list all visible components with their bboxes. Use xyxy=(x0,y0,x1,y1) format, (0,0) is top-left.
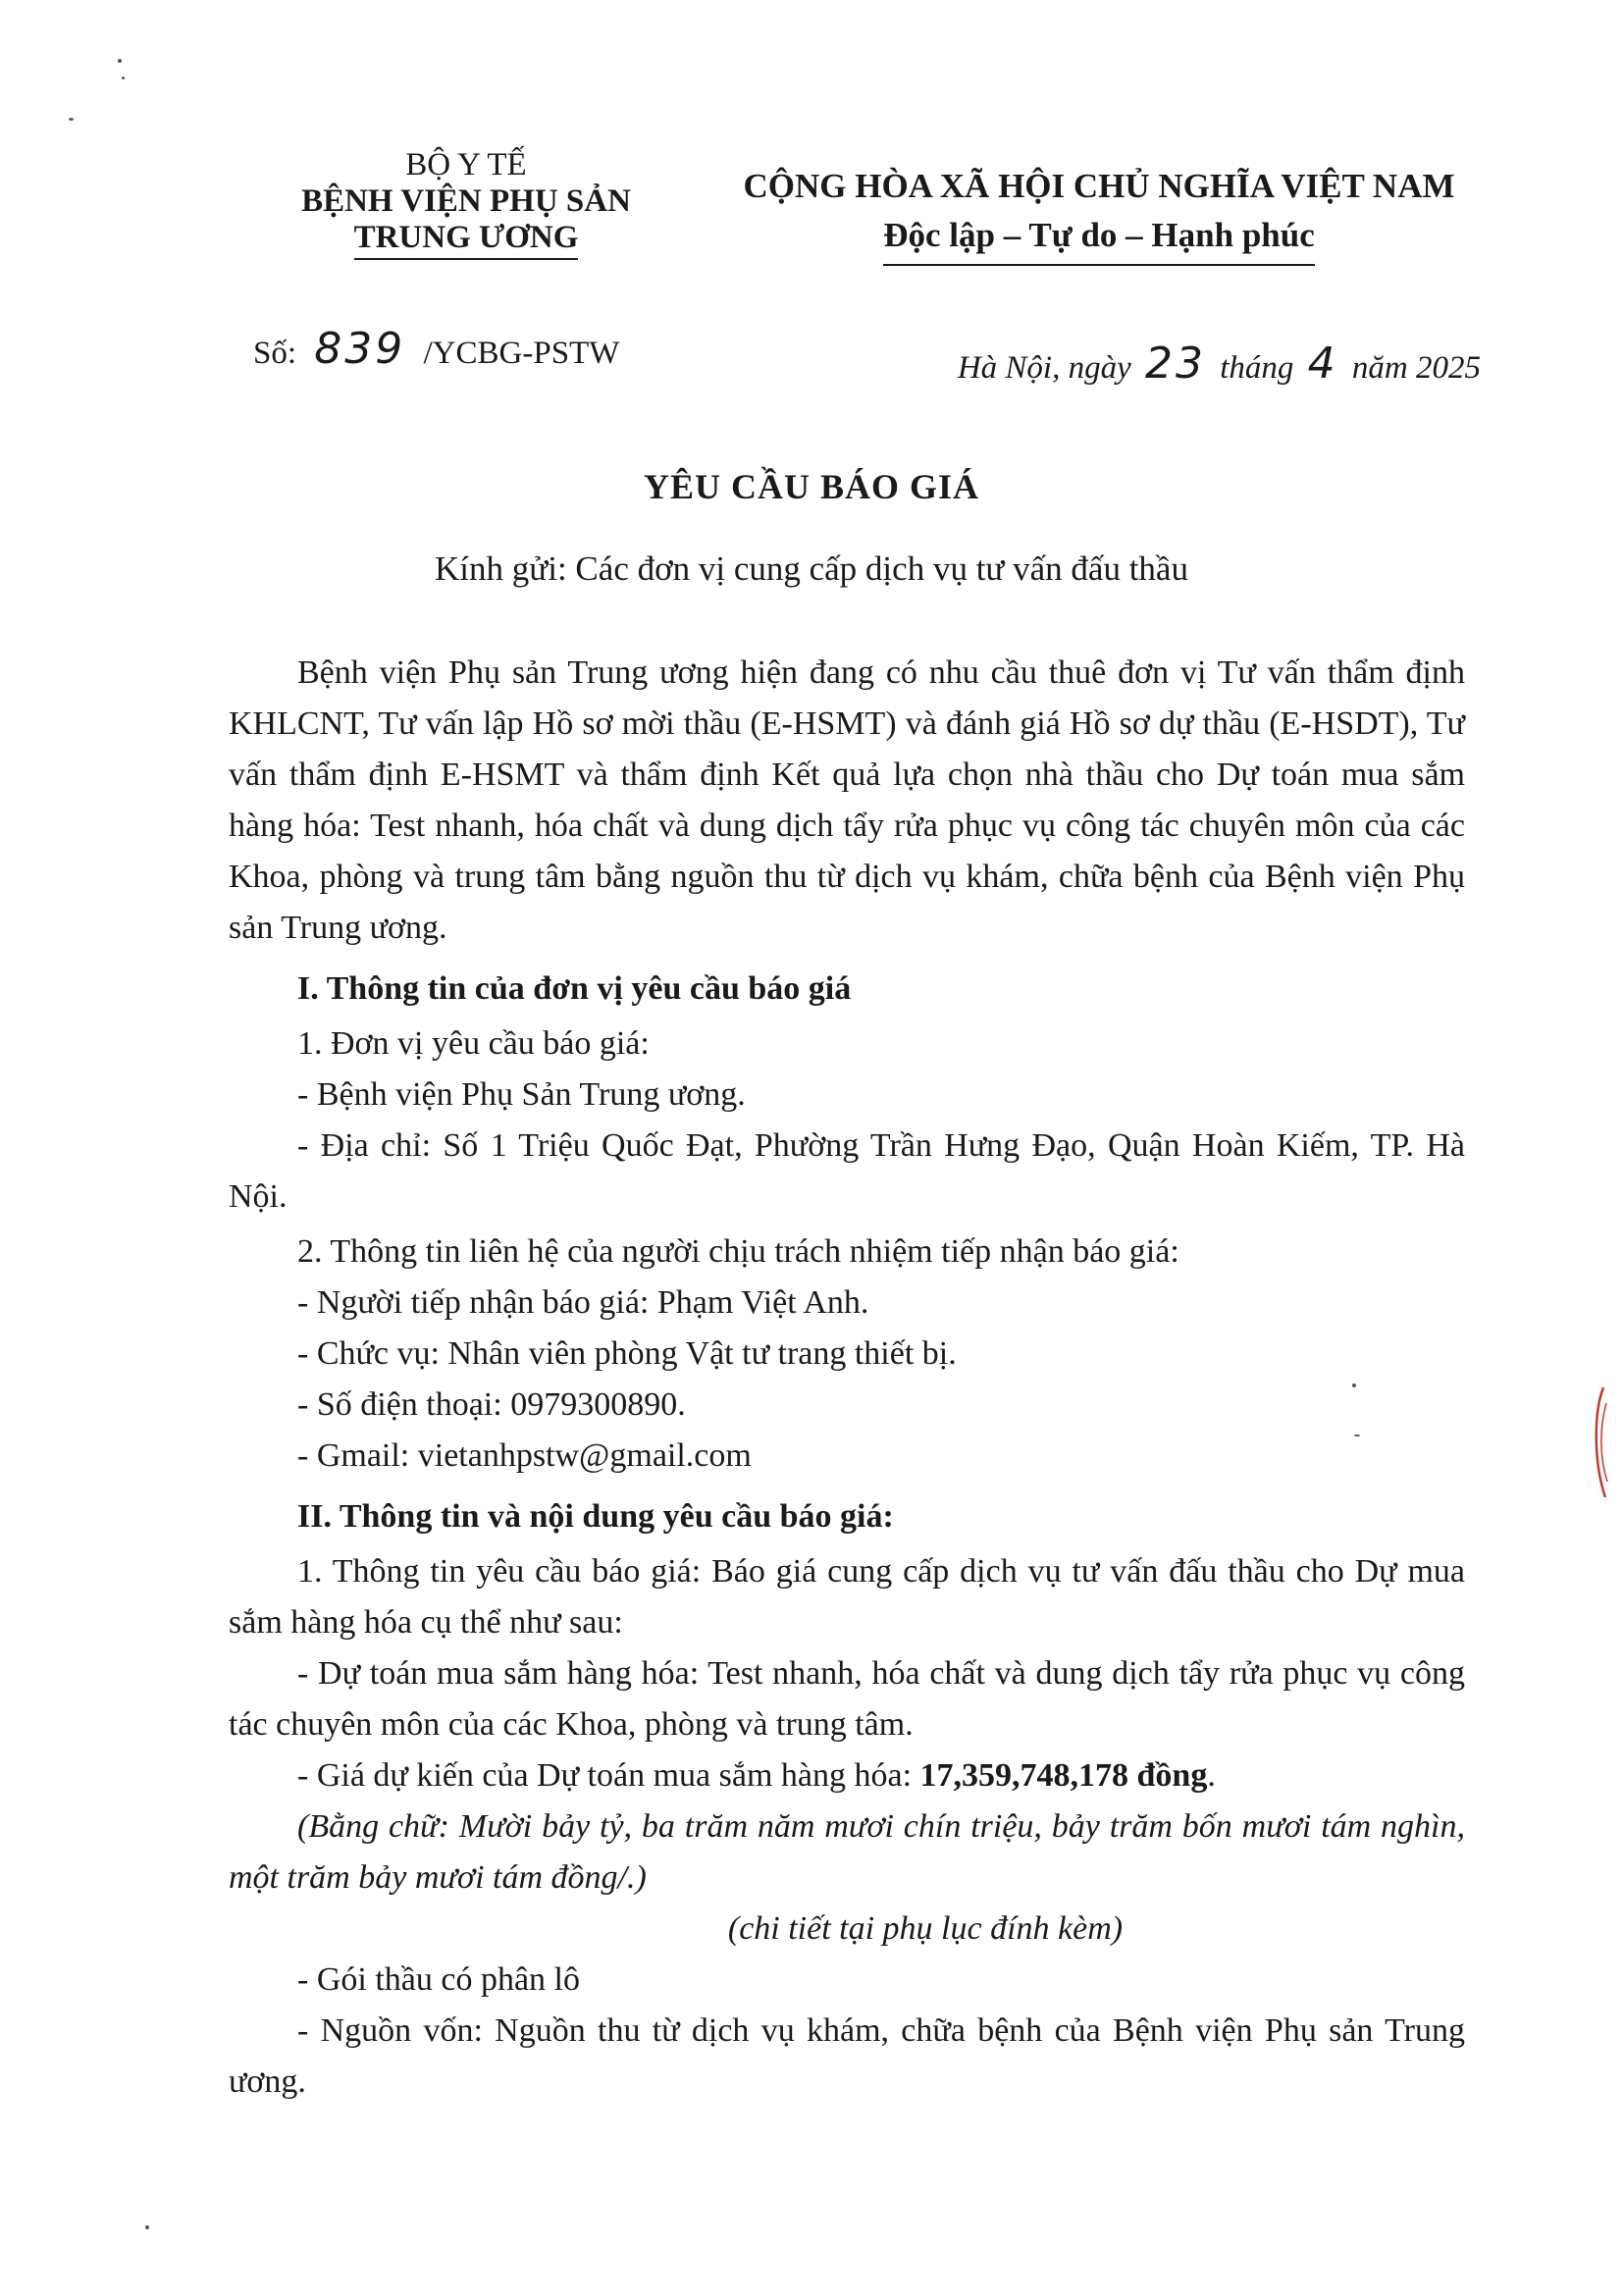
unit-address: - Địa chỉ: Số 1 Triệu Quốc Đạt, Phường Trần Hưng Đạo, Quận Hoàn Kiếm, TP. Hà Nội. xyxy=(229,1127,1465,1215)
place-label: Hà Nội, ngày xyxy=(957,350,1131,386)
requesting-unit: - Bệnh viện Phụ Sản Trung ương. xyxy=(297,1076,746,1113)
national-header xyxy=(677,162,1521,266)
intro-paragraph: Bệnh viện Phụ sản Trung ương hiện đang có nhu cầu thuê đơn vị Tư vấn thẩm định KHLCNT, Tư vấn lập Hồ sơ mời thầu (E-HSMT) và đánh giá Hồ sơ dự thầu (E-HSDT), Tư vấn thẩm định E-HSMT và thẩm định Kết quả lựa chọn nhà thầu cho Dự toán mua sắm hàng hóa: Test nhanh, hóa chất và dung dịch tẩy rửa phục vụ công tác chuyên môn của các Khoa, phòng và trung tâm bằng nguồn thu từ dịch vụ khám, chữa bệnh của Bệnh viện Phụ sản Trung ương. xyxy=(229,654,1465,946)
ministry-name: BỘ Y TẾ xyxy=(405,147,527,183)
price-end: . xyxy=(1207,1757,1216,1794)
price-in-words: (Bằng chữ: Mười bảy tỷ, ba trăm năm mươi chín triệu, bảy trăm bốn mươi tám nghìn, một trăm bảy mươi tám đồng/.) xyxy=(229,1808,1465,1896)
recipient-line: Kính gửi: Các đơn vị cung cấp dịch vụ tư vấn đấu thầu xyxy=(435,549,1188,588)
appendix-note: (chi tiết tại phụ lục đính kèm) xyxy=(727,1910,1124,1947)
section1-heading: I. Thông tin của đơn vị yêu cầu báo giá xyxy=(297,970,852,1007)
scan-speck xyxy=(122,77,125,79)
handwritten-month: 4 xyxy=(1307,339,1338,389)
handwritten-number: 839 xyxy=(314,324,406,374)
scan-speck xyxy=(1352,1383,1356,1387)
hospital-name-line1: BỆNH VIỆN PHỤ SẢN xyxy=(301,183,631,219)
section1-item1: 1. Đơn vị yêu cầu báo giá: xyxy=(297,1025,650,1062)
scan-speck xyxy=(1354,1435,1360,1436)
lots-note: - Gói thầu có phân lô xyxy=(297,1961,580,1998)
document-number xyxy=(253,324,619,374)
issuing-organization xyxy=(226,147,707,260)
price-label: - Giá dự kiến của Dự toán mua sắm hàng hóa: xyxy=(297,1757,920,1794)
price-value: 17,359,748,178 đồng xyxy=(919,1757,1208,1794)
funding-source: - Nguồn vốn: Nguồn thu từ dịch vụ khám, chữa bệnh của Bệnh viện Phụ sản Trung ương. xyxy=(229,2012,1465,2100)
document-title: YÊU CẦU BÁO GIÁ xyxy=(643,467,980,506)
place-date xyxy=(958,339,1481,389)
hospital-name-line2: TRUNG ƯƠNG xyxy=(354,220,579,260)
nation-name: CỘNG HÒA XÃ HỘI CHỦ NGHĨA VIỆT NAM xyxy=(743,167,1455,205)
scan-speck xyxy=(69,118,74,121)
section2-heading: II. Thông tin và nội dung yêu cầu báo giá: xyxy=(297,1498,894,1535)
number-suffix: /YCBG-PSTW xyxy=(423,336,620,371)
estimate-description: - Dự toán mua sắm hàng hóa: Test nhanh, hóa chất và dung dịch tẩy rửa phục vụ công tác chuyên môn của các Khoa, phòng và trung tâm. xyxy=(229,1655,1465,1743)
receiver-position: - Chức vụ: Nhân viên phòng Vật tư trang thiết bị. xyxy=(297,1335,957,1372)
receiver-gmail: - Gmail: vietanhpstw@gmail.com xyxy=(297,1437,752,1474)
scan-speck xyxy=(145,2225,149,2229)
receiver-name: - Người tiếp nhận báo giá: Phạm Việt Anh. xyxy=(297,1284,869,1321)
document-body xyxy=(229,648,1465,2108)
scan-speck xyxy=(118,59,122,63)
number-prefix: Số: xyxy=(253,336,297,371)
estimated-price xyxy=(229,1750,1465,1801)
section2-item1: 1. Thông tin yêu cầu báo giá: Báo giá cung cấp dịch vụ tư vấn đấu thầu cho Dự mua sắm hàng hóa cụ thể như sau: xyxy=(229,1553,1465,1641)
receiver-phone: - Số điện thoại: 0979300890. xyxy=(297,1386,686,1423)
year-label: năm 2025 xyxy=(1351,350,1481,386)
month-label: tháng xyxy=(1220,350,1294,386)
handwritten-day: 23 xyxy=(1144,339,1206,389)
red-margin-mark xyxy=(1592,1383,1609,1501)
section1-item2: 2. Thông tin liên hệ của người chịu trách nhiệm tiếp nhận báo giá: xyxy=(297,1233,1179,1270)
national-motto: Độc lập – Tự do – Hạnh phúc xyxy=(883,211,1315,266)
